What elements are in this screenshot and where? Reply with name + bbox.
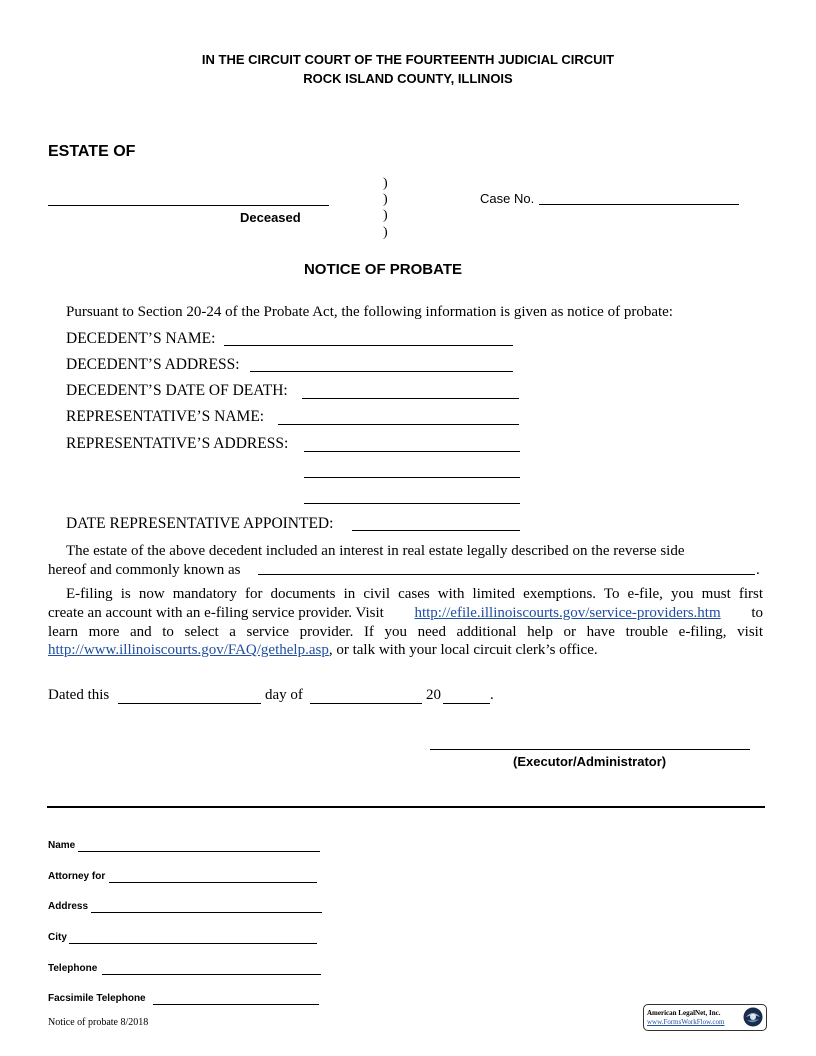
court-heading: IN THE CIRCUIT COURT OF THE FOURTEENTH JUDICIAL CIRCUIT [201,52,615,67]
real-estate-address-line[interactable] [258,574,755,575]
attorney-for-label: Attorney for [48,871,106,882]
efiling-line-4-post: , or talk with your local circuit clerk’s office. [328,642,598,658]
estate-of-label: ESTATE OF [48,143,136,160]
efiling-line-3: learn more and to select a service provider. If you need additional help or have trouble e-filing, visit [48,624,763,640]
logo-website: www.FormsWorkFlow.com [647,1018,725,1026]
real-estate-line-1: The estate of the above decedent included an interest in real estate legally described on the reverse side [66,543,685,559]
efiling-line-2-post: to [751,605,763,621]
case-no-label: Case No. [480,191,535,206]
telephone-label: Telephone [48,963,98,974]
telephone-line[interactable] [102,974,321,975]
address-line[interactable] [91,912,322,913]
day-of-label: day of [265,687,303,703]
real-estate-line-2: hereof and commonly known as [48,562,241,578]
dated-month-line[interactable] [310,703,422,704]
section-divider [47,806,765,808]
efiling-line-2-pre: create an account with an e-filing service provider. Visit [48,605,384,621]
signature-line[interactable] [430,749,750,750]
year-prefix: 20 [426,687,441,703]
real-estate-period: . [756,562,760,578]
rep-name-line[interactable] [278,424,519,425]
county-heading: ROCK ISLAND COUNTY, ILLINOIS [303,71,513,86]
efiling-line-2 [48,604,763,623]
date-of-death-label: DECEDENT’S DATE OF DEATH: [66,382,288,399]
efile-service-providers-link[interactable]: http://efile.illinoiscourts.gov/service-providers.htm [414,605,721,621]
estate-name-line[interactable] [48,205,329,206]
caption-paren-2: ) [383,192,388,207]
efiling-line-1: E-filing is now mandatory for documents in civil cases with limited exemptions. To e-file, you must first [66,586,763,602]
rep-name-label: REPRESENTATIVE’S NAME: [66,408,265,425]
dated-day-line[interactable] [118,703,261,704]
city-line[interactable] [69,943,317,944]
efiling-line-4 [48,641,598,660]
deceased-label: Deceased [240,210,301,225]
logo-company-name: American LegalNet, Inc. [647,1009,721,1017]
decedent-address-line[interactable] [250,371,513,372]
date-appointed-line[interactable] [352,530,520,531]
rep-address-line-3[interactable] [304,503,520,504]
dated-year-line[interactable] [443,703,490,704]
globe-icon [742,1006,764,1028]
intro-text: Pursuant to Section 20-24 of the Probate Act, the following information is given as notice of probate: [66,304,673,320]
decedent-name-line[interactable] [224,345,513,346]
caption-paren-3: ) [383,208,388,223]
fax-label: Facsimile Telephone [48,993,146,1004]
decedent-name-label: DECEDENT’S NAME: [66,330,216,347]
date-appointed-label: DATE REPRESENTATIVE APPOINTED: [66,515,334,532]
rep-address-line-1[interactable] [304,451,520,452]
caption-paren-4: ) [383,225,388,240]
caption-paren-1: ) [383,176,388,191]
get-help-link[interactable]: http://www.illinoiscourts.gov/FAQ/gethelp.asp [48,642,329,658]
case-no-line[interactable] [539,204,739,205]
name-line[interactable] [78,851,320,852]
date-of-death-line[interactable] [302,398,519,399]
document-title: NOTICE OF PROBATE [303,261,463,278]
rep-address-line-2[interactable] [304,477,520,478]
executor-administrator-label: (Executor/Administrator) [513,754,667,769]
form-id: Notice of probate 8/2018 [48,1017,149,1028]
decedent-address-label: DECEDENT’S ADDRESS: [66,356,240,373]
fax-line[interactable] [153,1004,319,1005]
americanlegalnet-logo[interactable] [643,1004,767,1031]
city-label: City [48,932,67,943]
attorney-for-line[interactable] [109,882,317,883]
dated-this-label: Dated this [48,687,110,703]
address-label: Address [48,901,89,912]
dated-period: . [490,687,494,703]
name-label: Name [48,840,76,851]
rep-address-label: REPRESENTATIVE’S ADDRESS: [66,435,289,452]
